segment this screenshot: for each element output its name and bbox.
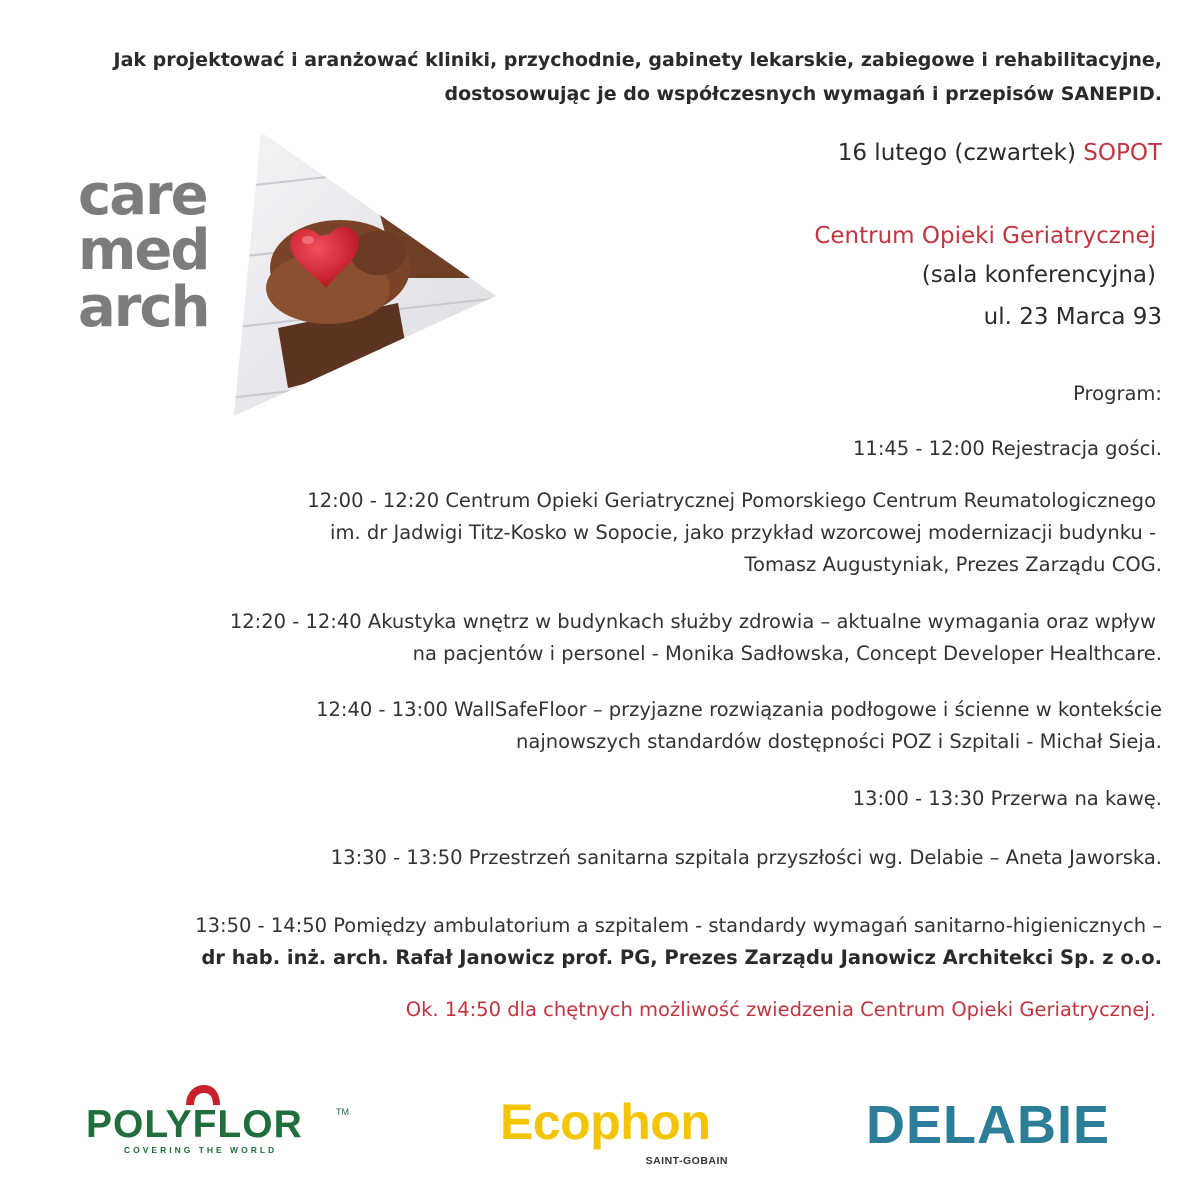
delabie-name: DELABIE [866,1095,1111,1155]
program-heading: Program: [1073,382,1162,405]
headline-line-2: dostosowując je do współczesnych wymagań i przepisów SANEPID. [444,83,1162,105]
event-date-text: 16 lutego (czwartek) [837,140,1076,166]
headline-line-1: Jak projektować i aranżować kliniki, przychodnie, gabinety lekarskie, zabiegowe i rehabilitacyjne, [113,49,1162,71]
program-line: 12:20 - 12:40 Akustyka wnętrz w budynkach służby zdrowia – aktualne wymagania oraz wpływ [229,610,1156,633]
ecophon-name: Ecophon [500,1094,711,1150]
venue-name: Centrum Opieki Geriatrycznej [814,223,1156,249]
program-line: 12:00 - 12:20 Centrum Opieki Geriatrycznej Pomorskiego Centrum Reumatologicznego [307,489,1156,512]
logo-word-arch: arch [78,275,209,340]
program-item-6 [331,842,1162,874]
logo-word-med: med [78,218,209,283]
program-line: Tomasz Augustyniak, Prezes Zarządu COG. [744,553,1162,576]
program-item-2 [307,485,1162,581]
program-line: im. dr Jadwigi Titz-Kosko w Sopocie, jako przykład wzorcowej modernizacji budynku - [330,521,1156,544]
event-date [838,140,1162,166]
program-line: na pacjentów i personel - Monika Sadłowska, Concept Developer Healthcare. [412,642,1162,665]
program-item-1 [853,433,1162,465]
venue-address: ul. 23 Marca 93 [983,304,1162,330]
polyflor-tagline: COVERING THE WORLD [124,1145,278,1155]
program-item-7 [195,910,1162,974]
program-item-3 [230,606,1162,670]
program-line: 12:40 - 13:00 WallSafeFloor – przyjazne rozwiązania podłogowe i ścienne w kontekście [316,698,1162,721]
polyflor-tm: TM [336,1107,349,1117]
program-line: 13:00 - 13:30 Przerwa na kawę. [852,787,1162,810]
polyflor-name: POLYFLOR [86,1103,303,1146]
program-line: 13:30 - 13:50 Przestrzeń sanitarna szpitala przyszłości wg. Delabie – Aneta Jaworska. [330,846,1162,869]
program-line: 13:50 - 14:50 Pomiędzy ambulatorium a szpitalem - standardy wymagań sanitarno-higienicznych – [195,914,1162,937]
program-line: najnowszych standardów dostępności POZ i Szpitali - Michał Sieja. [516,730,1162,753]
ecophon-logo [500,1093,740,1173]
program-line: 11:45 - 12:00 Rejestracja gości. [853,437,1162,460]
event-city: SOPOT [1083,140,1162,166]
logo-word-care: care [78,163,207,228]
venue-room: (sala konferencyjna) [921,262,1156,288]
polyflor-logo [86,1083,356,1153]
ecophon-subtitle: SAINT-GOBAIN [645,1155,728,1167]
caremedarch-logo [78,128,498,418]
program-line-speaker: dr hab. inż. arch. Rafał Janowicz prof. PG, Prezes Zarządu Janowicz Architekci Sp. z o.o. [201,946,1162,969]
program-item-5 [853,783,1162,815]
delabie-logo [866,1094,1156,1158]
closing-note: Ok. 14:50 dla chętnych możliwość zwiedzenia Centrum Opieki Geriatrycznej. [405,998,1156,1021]
program-item-4 [316,694,1162,758]
